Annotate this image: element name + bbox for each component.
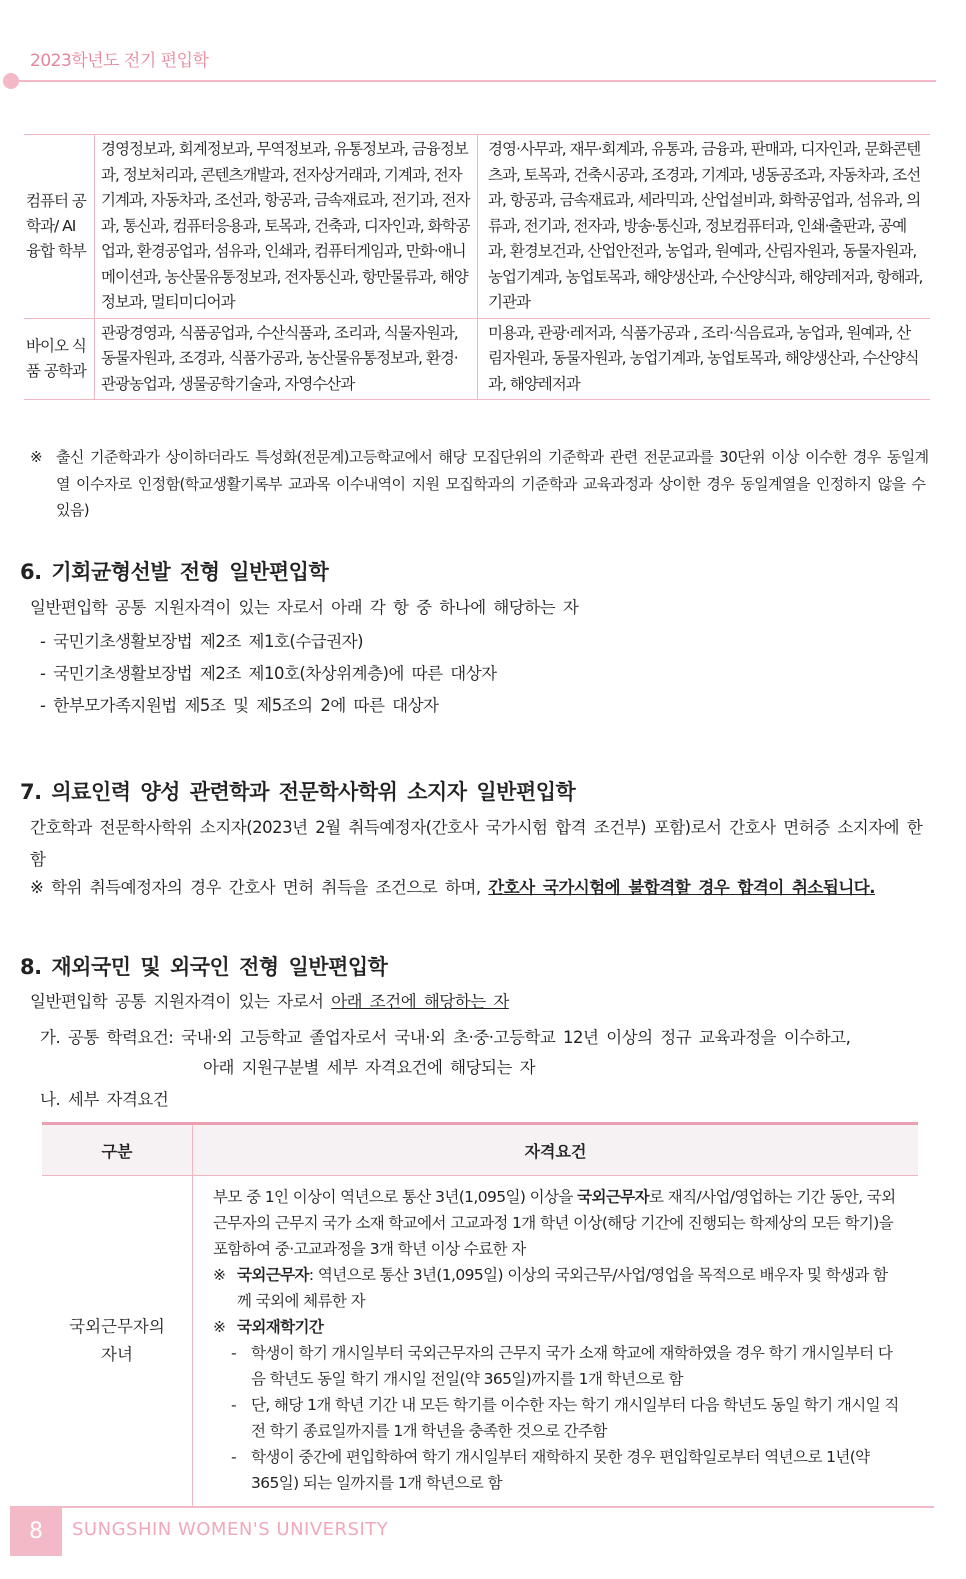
equivalence-note [30, 444, 930, 524]
intro-emphasis: 아래 조건에 해당하는 자 [331, 992, 509, 1011]
footer-divider [10, 1506, 934, 1508]
table-row [24, 318, 930, 400]
common-requirement-label: 가. 공통 학력요건: [40, 1028, 174, 1047]
list-item: - 국민기초생활보장법 제2조 제1호(수급권자) [40, 632, 364, 651]
note-emphasis: 간호사 국가시험에 불합격할 경우 합격이 취소됩니다. [488, 878, 875, 897]
list-item: - 학생이 학기 개시일부터 국외근무자의 근무지 국가 소재 학교에 재학하였을 경우 학기 개시일부터 다음 학년도 동일 학기 개시일 전일(약 365일)까지를 1개 학년으로 함 [231, 1344, 893, 1388]
section-6-intro: 일반편입학 공통 지원자격이 있는 자로서 아래 각 항 중 하나에 해당하는 자 [30, 598, 579, 617]
note-overseas-period [213, 1314, 900, 1340]
table-row [24, 135, 930, 319]
req-text-c: 로 재직/사업/영업하는 기간 동안, 국외근무자의 근무지 국가 소재 학교에서 고교과정 1개 학년 이상(해당 기간에 진행되는 학제상의 모든 학기)을 포함하여 중·고교과정을 3개 학년 이상 수료한 자 [213, 1188, 896, 1258]
section-8-title: 8. 재외국민 및 외국인 전형 일반편입학 [20, 955, 388, 979]
note-label: 국외재학기간 [237, 1318, 324, 1336]
req-text-a: 부모 중 1인 이상이 역년으로 통산 3년(1,095일) 이상을 [213, 1188, 578, 1206]
intro-prefix: 일반편입학 공통 지원자격이 있는 자로서 [30, 992, 332, 1011]
table-header-row [42, 1124, 918, 1176]
requirement-cell [193, 1176, 919, 1507]
note-mark: ※ [30, 448, 42, 466]
item-text: 학생이 중간에 편입학하여 학기 개시일부터 재학하지 못한 경우 편입학일로부터 역년으로 1년(약 365일) 되는 일까지를 1개 학년으로 함 [251, 1448, 870, 1492]
highschool-majors-cell: 관광경영과, 식품공업과, 수산식품과, 조리과, 식물자원과, 동물자원과, 조경과, 식품가공과, 농산물유통정보과, 환경·관광농업과, 생물공학기술과, 자영수산과 [95, 318, 478, 400]
detail-requirement-heading: 나. 세부 자격요건 [40, 1090, 169, 1109]
list-item: - 단, 해당 1개 학년 기간 내 모든 학기를 이수한 자는 학기 개시일부터 다음 학년도 동일 학기 개시일 직전 학기 종료일까지를 1개 학년을 충족한 것으로 간주함 [231, 1396, 899, 1440]
highschool-majors-cell: 경영정보과, 회계정보과, 무역정보과, 유통정보과, 금융정보과, 정보처리과, 콘텐츠개발과, 전자상거래과, 기계과, 전자기계과, 자동차과, 조선과, 항공과, 금속재료과, 전기과, 전자과, 통신과, 컴퓨터응용과, 토목과, 건축과, 디자인과, 화학공업과, 환경공업과, 섬유과, 인쇄과, 컴퓨터게임과, 만화·애니메이션과, 농산물유통정보과, 전자통신과, 항만물류과, 해양정보과, 멀티미디어과 [95, 135, 478, 319]
common-requirement-text: 국내·외 고등학교 졸업자로서 국내·외 초·중·고등학교 12년 이상의 정규 교육과정을 이수하고, [181, 1028, 851, 1047]
list-item: - 학생이 중간에 편입학하여 학기 개시일부터 재학하지 못한 경우 편입학일로부터 역년으로 1년(약 365일) 되는 일까지를 1개 학년으로 함 [231, 1448, 870, 1492]
note-label: 국외근무자 [237, 1266, 309, 1284]
common-requirement-text-cont: 아래 지원구분별 세부 자격요건에 해당되는 자 [203, 1058, 536, 1077]
common-requirement [40, 1022, 850, 1054]
section-7-note [30, 872, 935, 904]
note-text: 출신 기준학과가 상이하더라도 특성화(전문계)고등학교에서 해당 모집단위의 기준학과 관련 전문교과를 30단위 이상 이수한 경우 동일계열 이수자로 인정함(학교생활기록부 교과목 이수내역이 지원 모집학과의 기준학과 교육과정과 상이한 경우 동일계열을 인정하지 않을 수 있음) [56, 448, 929, 519]
column-header-requirement: 자격요건 [193, 1124, 919, 1176]
page-number: 8 [10, 1508, 62, 1556]
note-text: : 역년으로 통산 3년(1,095일) 이상의 국외근무/사업/영업을 목적으로 배우자 및 학생과 함께 국외에 체류한 자 [237, 1266, 888, 1310]
item-text: 학생이 학기 개시일부터 국외근무자의 근무지 국가 소재 학교에 재학하였을 경우 학기 개시일부터 다음 학년도 동일 학기 개시일 전일(약 365일)까지를 1개 학년으로 함 [251, 1344, 893, 1388]
page-header-title: 2023학년도 전기 편입학 [30, 51, 209, 71]
majors-table [24, 134, 930, 400]
category-label: 국외근무자의 자녀 [69, 1317, 165, 1364]
requirement-main [213, 1184, 900, 1262]
item-text: 단, 해당 1개 학년 기간 내 모든 학기를 이수한 자는 학기 개시일부터 다음 학년도 동일 학기 개시일 직전 학기 종료일까지를 1개 학년을 충족한 것으로 간주함 [251, 1396, 899, 1440]
header-divider [10, 80, 936, 82]
requirement-table [42, 1122, 918, 1507]
note-mark: ※ [213, 1318, 226, 1336]
university-name: SUNGSHIN WOMEN'S UNIVERSITY [72, 1519, 389, 1540]
list-item: - 한부모가족지원법 제5조 및 제5조의 2에 따른 대상자 [40, 696, 439, 715]
section-7-text: 간호학과 전문학사학위 소지자(2023년 2월 취득예정자(간호사 국가시험 합격 조건부) 포함)로서 간호사 면허증 소지자에 한함 [30, 818, 923, 869]
note-prefix: ※ 학위 취득예정자의 경우 간호사 면허 취득을 조건으로 하며, [30, 878, 489, 897]
related-majors-cell: 경영·사무과, 재무·회계과, 유통과, 금융과, 판매과, 디자인과, 문화콘텐츠과, 토목과, 건축시공과, 조경과, 기계과, 냉동공조과, 자동차과, 조선과, 항공과, 금속재료과, 세라믹과, 산업설비과, 화학공업과, 섬유과, 의류과, 전기과, 전자과, 방송·통신과, 정보컴퓨터과, 인쇄·출판과, 공예과, 환경보건과, 산업안전과, 농업과, 원예과, 산림자원과, 동물자원과, 농업기계과, 농업토목과, 해양생산과, 수산양식과, 해양레저과, 항해과, 기관과 [478, 135, 931, 319]
category-cell [42, 1176, 193, 1507]
section-8-intro [30, 986, 509, 1018]
related-majors-cell: 미용과, 관광·레저과, 식품가공과 , 조리·식음료과, 농업과, 원예과, 산림자원과, 동물자원과, 농업기계과, 농업토목과, 해양생산과, 수산양식과, 해양레저과 [478, 318, 931, 400]
note-overseas-worker [213, 1262, 900, 1314]
column-header-category: 구분 [42, 1124, 193, 1176]
section-7-title: 7. 의료인력 양성 관련학과 전문학사학위 소지자 일반편입학 [20, 780, 576, 804]
unit-cell: 바이오 식품 공학과 [24, 318, 95, 400]
list-item: - 국민기초생활보장법 제2조 제10호(차상위계층)에 따른 대상자 [40, 664, 497, 683]
unit-cell: 컴퓨터 공학과/ AI융합 학부 [24, 135, 95, 319]
note-mark: ※ [213, 1266, 226, 1284]
req-text-b: 국외근무자 [577, 1188, 649, 1206]
table-row [42, 1176, 918, 1507]
section-6-title: 6. 기회균형선발 전형 일반편입학 [20, 560, 329, 584]
